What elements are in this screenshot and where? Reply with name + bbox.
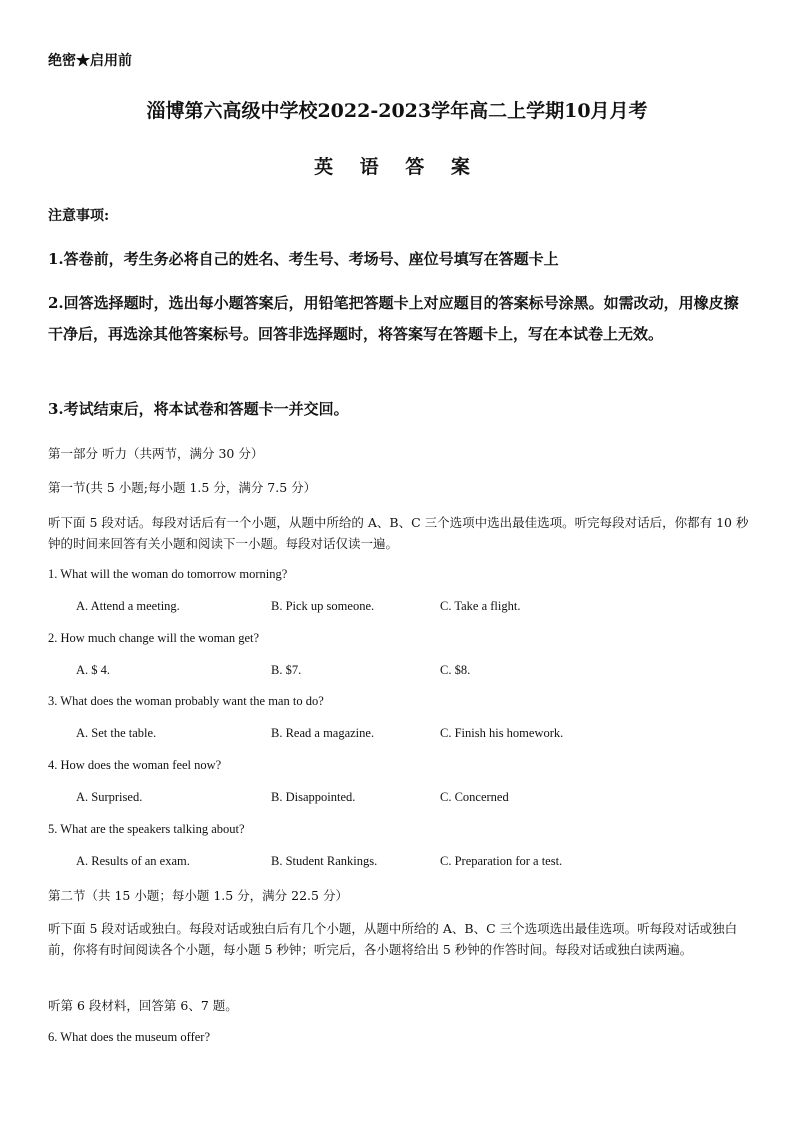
listen-material-6: 听第 6 段材料，回答第 6、7 题。 <box>48 998 238 1013</box>
notice-item-1: 1.答卷前，考生务必将自己的姓名、考生号、考场号、座位号填写在答题卡上 <box>48 250 559 268</box>
notice-heading: 注意事项: <box>48 208 110 224</box>
section1-heading: 第一节(共 5 小题;每小题 1.5 分，满分 7.5 分） <box>48 480 317 495</box>
question-1: 1. What will the woman do tomorrow morning? <box>48 567 288 581</box>
notice-item-3: 3.考试结束后，将本试卷和答题卡一并交回。 <box>48 400 349 418</box>
question-2-option-c: C. $8. <box>440 663 471 677</box>
exam-title: 淄博第六高级中学校2022-2023学年高二上学期10月月考 <box>146 100 648 122</box>
question-4: 4. How does the woman feel now? <box>48 758 222 772</box>
section2-heading: 第二节（共 15 小题；每小题 1.5 分，满分 22.5 分） <box>48 888 348 903</box>
question-3: 3. What does the woman probably want the man to do? <box>48 694 324 708</box>
question-2-option-b: B. $7. <box>271 663 302 677</box>
exam-subtitle: 英 语 答 案 <box>314 156 480 178</box>
question-5-option-a: A. Results of an exam. <box>76 854 190 868</box>
section2-directions: 听下面 5 段对话或独白。每段对话或独白后有几个小题，从题中所给的 A、B、C 三个选项选出最佳选项。听每段对话或独白前，你将有时间阅读各个小题，每小题 5 秒钟；听完后，各小题将给出 5 秒钟的作答时间。每段对话或独白读两遍。 <box>48 921 738 957</box>
question-1-option-b: B. Pick up someone. <box>271 599 375 613</box>
question-3-option-a: A. Set the table. <box>76 726 157 740</box>
question-1-option-a: A. Attend a meeting. <box>76 599 180 613</box>
notice-item-2: 2.回答选择题时，选出每小题答案后，用铅笔把答题卡上对应题目的答案标号涂黑。如需改动，用橡皮擦干净后，再选涂其他答案标号。回答非选择题时，将答案写在答题卡上，写在本试卷上无效。 <box>48 294 739 343</box>
question-1-option-c: C. Take a flight. <box>440 599 521 613</box>
question-5: 5. What are the speakers talking about? <box>48 822 245 836</box>
question-6: 6. What does the museum offer? <box>48 1030 210 1044</box>
question-2: 2. How much change will the woman get? <box>48 631 260 645</box>
question-4-option-b: B. Disappointed. <box>271 790 356 804</box>
question-4-option-a: A. Surprised. <box>76 790 143 804</box>
question-5-option-b: B. Student Rankings. <box>271 854 378 868</box>
part1-heading: 第一部分 听力（共两节，满分 30 分） <box>48 446 264 461</box>
question-5-option-c: C. Preparation for a test. <box>440 854 563 868</box>
question-3-option-c: C. Finish his homework. <box>440 726 564 740</box>
question-3-option-b: B. Read a magazine. <box>271 726 375 740</box>
question-4-option-c: C. Concerned <box>440 790 509 804</box>
question-2-option-a: A. $ 4. <box>76 663 111 677</box>
section1-directions: 听下面 5 段对话。每段对话后有一个小题，从题中所给的 A、B、C 三个选项中选出最佳选项。听完每段对话后，你都有 10 秒钟的时间来回答有关小题和阅读下一小题。每段对话仅读一遍。 <box>48 515 749 551</box>
secret-mark: 绝密★启用前 <box>48 53 132 69</box>
